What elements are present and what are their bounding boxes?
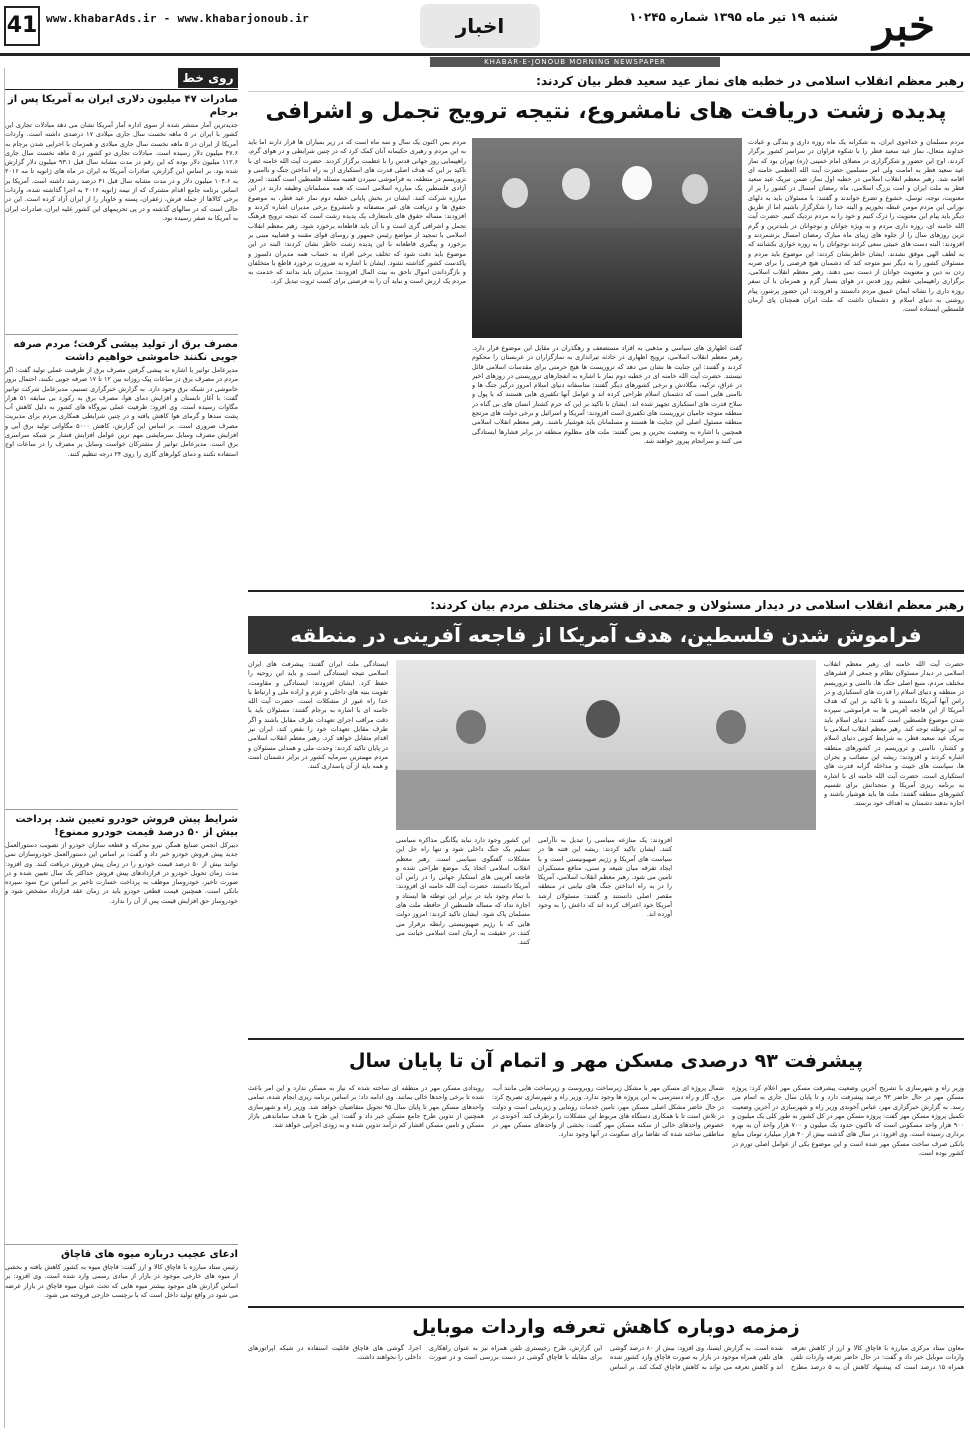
second-body-right-continued: افزودند: یک منازعه سیاسی را تبدیل به ناآرامی کنند. ایشان تاکید کردند: ریشه این فتنه ها در سیاست های آمریکا و رژیم صهیونیستی است و با ایجاد تفرقه میان شیعه و سنی، منافع مستکبران تامین می شود. رهبر معظم انقلاب اسلامی، آمریکا را در به راه انداختن جنگ های نیابتی در منطقه مقصر اصلی دانستند و گفتند: مسئولان ارشد آمریکا خود اعتراف کرده اند که داعش را به وجود آورده اند. <box>538 836 672 919</box>
mobile-headline: زمزمه دوباره کاهش تعرفه واردات موبایل <box>412 1316 800 1338</box>
second-photo-meeting <box>396 660 816 830</box>
divider <box>248 590 964 592</box>
divider <box>5 809 238 810</box>
newspaper-logo: خبر <box>873 1 935 50</box>
sidebar-story-body: جدیدترین آمار منتشر شده از سوی اداره آمار آمریکا نشان می دهد مبادلات تجاری این کشور با ایران در ۵ ماهه نخست سال جاری میلادی ۱۷ درصدی داشته است. واردات آمریکا از ایران در ۵ ماهه نخست سال جاری میلادی و همزمان با اجرایی شدن برجام به ۴۷.۶ میلیون دلار رسیده است. مبادلات تجاری دو کشور در ۵ ماهه نخست سال جاری ۱۱۲.۶ میلیون دلار بوده که این رقم در مدت مشابه سال قبل ۹۳.۱ میلیون دلار گزارش شده بود. بر اساس این گزارش، صادرات آمریکا به ایران در ماه های ژانویه تا مه ۲۰۱۶ به ۱۰۴.۶ میلیون دلار و در مدت مشابه سال قبل ۴۱ درصد رشد داشته است. آمریکا بر اساس برنامه جامع اقدام مشترک که از نیمه ژانویه ۲۰۱۶ به اجرا گذاشته شده، واردات برخی کالاها از جمله فرش، زعفران، پسته و خاویار را از ایران آزاد کرده است. این در حالی است که در سالهای گذشته و در پی تحریمهای این کشور علیه ایران، صادرات ایران به آمریکا به صفر رسیده بود. <box>5 121 238 222</box>
divider <box>5 334 238 335</box>
sidebar-tag: روی خط <box>178 68 238 88</box>
lead-photo-prayer <box>472 138 742 338</box>
mobile-story <box>248 1310 964 1428</box>
housing-body-right: وزیر راه و شهرسازی با تشریح آخرین وضعیت پیشرفت مسکن مهر اعلام کرد: پروژه مسکن مهر در حال حاضر ۹۳ درصد پیشرفت دارد و تا پایان سال جاری به اتمام می رسد. به گزارش خبرگزاری مهر، عباس آخوندی وزیر راه و شهرسازی در آخرین وضعیت تکمیل پروژه مسکن مهر گفت: پروژه مسکن مهر در کل کشور به طور کلی یک میلیون و ۹۰۰ هزار واحد مسکونی است که تاکنون حدود یک میلیون و ۷۰۰ هزار واحد آن به بهره برداری رسیده است. وی افزود: در سال های گذشته بیش از ۴۰ هزار میلیارد تومان منابع بانکی صرف ساخت مسکن مهر شده است و این موضوع یکی از عوامل اصلی تورم در کشور بوده است. <box>732 1084 964 1158</box>
second-headline: فراموش شدن فلسطین، هدف آمریکا از فاجعه آفرینی در منطقه <box>248 616 964 654</box>
sidebar-news-column <box>4 68 242 1428</box>
sidebar-story-body: مدیرعامل توانیر با اشاره به پیشی گرفتن مصرف برق از ظرفیت عملی تولید گفت: اگر مردم در مصرف برق در ساعات پیک روزانه بین ۱۲ تا ۱۷ صرفه جویی نکنند، احتمال بروز خاموشی در شبکه برق وجود دارد. به گزارش خبرگزاری تسنیم، مدیرعامل شرکت توانیر گفت: با آغاز تابستان و افزایش دمای هوا، مصرف برق به رکورد بی سابقه ۵۱ هزار مگاوات رسیده است. وی افزود: ظرفیت عملی نیروگاه های کشور به دلیل کاهش آب پشت سدها و گرمای هوا کاهش یافته و در چنین شرایطی همکاری مردم برای مدیریت مصرف ضروری است. بر اساس این گزارش، کاهش ۵۰۰۰ مگاواتی تولید برق آبی و افزایش مصرف وسایل سرمایشی مهم ترین عوامل افزایش فشار بر شبکه سراسری برق است. مدیرعامل توانیر از مشترکان خواست وسایل پر مصرف را در ساعات اوج استفاده نکنند و دمای کولرهای گازی را روی ۲۴ درجه تنظیم کنند. <box>5 366 238 458</box>
lead-headline: پدیده زشت دریافت های نامشروع، نتیجه ترویج تجمل و اشرافی <box>265 99 947 124</box>
second-kicker: رهبر معظم انقلاب اسلامی در دیدار مسئولان و جمعی از قشرهای مختلف مردم بیان کردند: <box>430 598 964 612</box>
sidebar-story-body: دبیرکل انجمن صنایع همگن نیرو محرکه و قطعه سازان خودرو از تصویب دستورالعمل جدید پیش فروش خودرو خبر داد و گفت: بر اساس این دستورالعمل خودروسازان نمی توانند بیش از ۵۰ درصد قیمت خودرو را در زمان پیش فروش دریافت کنند. وی افزود: مدت زمان تحویل خودرو در قراردادهای پیش فروش حداکثر یک سال تعیین شده و در صورت تاخیر، خودروساز موظف به پرداخت خسارت تاخیر بر اساس نرخ سود سپرده بانکی است. همچنین قیمت قطعی خودرو باید در زمان عقد قرارداد مشخص شود و خودروساز حق افزایش قیمت پس از آن را ندارد. <box>5 841 238 905</box>
dateline: شنبه ۱۹ تیر ماه ۱۳۹۵ شماره ۱۰۲۴۵ <box>629 10 838 24</box>
sidebar-story-title: صادرات ۴۷ میلیون دلاری ایران به آمریکا پس از برجام <box>7 94 238 118</box>
second-body-left: ایستادگی ملت ایران گفتند: پیشرفت های ایران اسلامی نتیجه ایستادگی است و باید این روحیه را حفظ کرد. ایشان افزودند: ایستادگی و مقاومت، تقویت بنیه های داخلی و عزم و اراده ملی و ارتباط با خدا راه عبور از مشکلات است. حضرت آیت الله خامنه ای با اشاره به برجام گفتند: مسئولان باید با دقت مراقب اجرای تعهدات طرف مقابل باشند و اگر طرف مقابل تعهدات خود را نقض کند، ایران نیز اقدام متقابل خواهد کرد. رهبر معظم انقلاب اسلامی در پایان تاکید کردند: وحدت ملی و همدلی مسئولان و مردم مهمترین سرمایه کشور در برابر دشمنان است و همه باید از آن پاسداری کنند. <box>248 660 388 771</box>
lead-body-left: گفت اظهاری های سیاسی و مذهبی به افراد مستضعف و رهگذران در مقابل این موضوع قرار دارد. رهبر معظم انقلاب اسلامی، ترویج اظهاری در حادثه تیراندازی به نمازگزاران در عربستان را محکوم کردند و گفتند: این جنایت ها نشان می دهد که تروریست ها هیچ حرمتی برای مقدسات اسلامی قائل نیستند. حضرت آیت الله خامنه ای در خطبه دوم نماز با اشاره به انفجارهای تروریستی در روزهای اخیر در عراق، ترکیه، بنگلادش و برخی کشورهای دیگر گفتند: متاسفانه دنیای اسلام امروز درگیر جنگ ها و ناامنی هایی است که دشمنان اسلام طراحی کرده اند و عوامل آنها تکفیری هایی هستند که با پول و سلاح قدرت های استکباری تجهیز شده اند. ایشان با تاکید بر این که جرم کشتار انسان های بی گناه در منطقه متوجه حامیان تروریست های تکفیری است افزودند: آمریکا و اسرائیل و برخی دولت های مرتجع منطقه مسئول اصلی این جنایت ها هستند و مسلمانان باید هوشیار باشند. رهبر معظم انقلاب اسلامی همچنین با اشاره به وضعیت بحرین و یمن گفتند: ملت های مظلوم منطقه در برابر فشارها ایستادگی می کنند و سرانجام پیروز خواهند شد. <box>472 344 742 445</box>
lead-kicker: رهبر معظم انقلاب اسلامی در خطبه های نماز عید سعید فطر بیان کردند: <box>248 70 964 92</box>
masthead <box>0 0 970 56</box>
second-body-right: حضرت آیت الله خامنه ای رهبر معظم انقلاب اسلامی در دیدار مسئولان نظام و جمعی از قشرهای مختلف مردم، منبع اصلی جنگ ها، ناامنی و تروریسم در منطقه و دنیای اسلام را قدرت های استکباری و در راس آنها آمریکا دانستند و با تاکید بر این که هدف آمریکا از این فاجعه آفرینی ها به فراموشی سپرده شدن موضوع فلسطین است گفتند: دنیای اسلام باید به این توطئه توجه کند. رهبر معظم انقلاب اسلامی با تبریک عید سعید فطر، به شرایط کنونی دنیای اسلام و کشتار، ناامنی و تروریسم در کشورهای منطقه اشاره کردند و افزودند: ریشه این مصائب و بحران ها، سیاست های خبیث و مداخله گرانه قدرت های استکباری است. حضرت آیت الله خامنه ای با اشاره به برنامه ریزی آمریکا و متحدانش برای تقسیم کشورهای منطقه گفتند: ملت ها باید هوشیار باشند و اجازه ندهند دشمنان به اهداف خود برسند. <box>824 660 964 808</box>
divider <box>248 1306 964 1308</box>
housing-body-mid: شمال پروژه ای مسکن مهر با مشکل زیرساخت روبروست و زیرساخت هایی مانند آب، برق، گاز و راه دسترسی به این پروژه ها وجود ندارد. وزیر راه و شهرسازی تصریح کرد: در حال حاضر مشکل اصلی مسکن مهر، تامین خدمات روبنایی و زیربنایی است و دولت در تلاش است تا با همکاری دستگاه های مربوط این مشکلات را برطرف کند. آخوندی در خصوص واحدهای خالی از سکنه مسکن مهر گفت: بخشی از واحدهای مسکن مهر در مناطقی ساخته شده که تقاضا برای سکونت در آنها وجود ندارد. <box>492 1084 724 1139</box>
lead-body-mid: مردم بمن اکنون یک سال و سه ماه است که در زیر بمباران ها قرار دارند اما باید به این مردم و رهبری حکیمانه آنان کمک کرد که در چنین شرایطی و در هوای گرم، راهپیمایی روز جهانی قدس را با عظمت برگزار کردند. حضرت آیت الله خامنه ای با تاکید بر این که هدف اصلی قدرت های استکباری از به راه انداختن جنگ و ناامنی و تروریسم در منطقه، به فراموشی سپردن قضیه مسئله فلسطین است گفتند: امروز آزادی فلسطین یک مبارزه اسلامی است که همه مسلمانان وظیفه دارند در این مبارزه شرکت کنند. ایشان در بخش پایانی خطبه دوم نماز عید فطر، به موضوع حقوق ها و دریافت های غیر منصفانه و نامشروع برخی مدیران اشاره کردند و افزودند: مساله حقوق های نامتعارف یک پدیده زشت است که نتیجه ترویج فرهنگ تجمل و اشرافی گری است و با آن باید قاطعانه برخورد شود. رهبر معظم انقلاب اسلامی با تمجید از مواضع رئیس جمهور و روسای قوای مقننه و قضاییه مبنی بر برخورد و پیگیری قاطعانه با این پدیده زشت خاطر نشان کردند: البته در این موضوع باید دقت شود که تخلف برخی افراد به حساب همه مدیران دلسوز و پاکدست کشور گذاشته نشود. ایشان با اشاره به ضرورت برخورد قاطع با متخلفان و بازگرداندن اموال ناحق به بیت المال افزودند: مدیران باید بدانند که خدمت به مردم یک ارزش است و نباید آن را به فرصتی برای کسب ثروت تبدیل کرد. <box>248 138 466 286</box>
page-number: 41 <box>4 6 40 46</box>
second-story <box>248 594 964 1036</box>
second-body-mid: این کشور وجود دارد نباید یگانگی مذاکره سیاسی تسلیم یک جنگ داخلی شود و تنها راه حل این مشکلات گفتگوی سیاسی است. رهبر معظم انقلاب اسلامی اتخاذ یک موضع طراحی شده و فاجعه آفرینی های استکبار جهانی را در راس آن آمریکا دانستند. حضرت آیت الله خامنه ای افزودند: با تمام وجود باید در برابر این توطئه ها ایستاد و اجازه نداد که مساله فلسطین از حافظه ملت های مسلمان پاک شود. ایشان تاکید کردند: امروز دولت هایی که با رژیم صهیونیستی رابطه برقرار می کنند، در حقیقت به آرمان امت اسلامی خیانت می کنند. <box>396 836 530 947</box>
mobile-body: معاون ستاد مرکزی مبارزه با قاچاق کالا و ارز از کاهش تعرفه واردات موبایل خبر داد و گفت: در حال حاضر تعرفه واردات تلفن همراه ۱۵ درصد است که پیشنهاد کاهش آن به ۵ درصد مطرح شده است. به گزارش ایسنا، وی افزود: بیش از ۸۰ درصد گوشی های تلفن همراه موجود در بازار به صورت قاچاق وارد کشور شده اند و کاهش تعرفه می تواند به کاهش قاچاق کمک کند. بر اساس این گزارش، طرح رجیستری تلفن همراه نیز به عنوان راهکاری برای مقابله با قاچاق گوشی در دست بررسی است و در صورت اجرا، گوشی های قاچاق قابلیت استفاده در شبکه اپراتورهای داخلی را نخواهند داشت. <box>248 1344 964 1371</box>
lead-body-right: مردم مسلمان و خداجوی ایران، به شکرانه یک ماه روزه داری و بندگی و عبادت خداوند متعال، نماز عید سعید فطر را با شکوه فراوان در سراسر کشور برگزار کردند. اوج این حضور و شکرگزاری در مصلای امام خمینی (ره) تهران بود که نماز عید سعید فطر به امامت ولی امر مسلمین حضرت آیت الله العظمی خامنه ای اقامه شد. رهبر معظم انقلاب اسلامی در خطبه اول نماز، ضمن تبریک عید سعید فطر به ملت ایران و امت بزرگ اسلامی، ماه رمضان امسال در کشور را پر از معنویت، توجه، توسل، خشوع و تضرع خواندند و گفتند: با مسئولان باید به دلهای نورانی این مردم مومن غبطه بخوریم و البته خدا را شکرگزار باشیم اما از طریق دیگر باید پیام این معنویت را درک کنیم و خود را به مردم نزدیک کنیم. حضرت آیت الله خامنه ای، روزه داری مردم و به ویژه جوانان و نوجوانان در بلندترین و گرم ترین روزهای سال را از جلوه های زیبای ماه مبارک رمضان امسال برشمردند و افزودند: البته دست های خبیثی سعی کردند نوجوانان را به روزه خواری بکشانند که به لطف الهی موفق نشدند. ایشان خاطرنشان کردند: این موضوع باید مردم و مسئولان کشور را به دیگر سو متوجه کند که دشمنان هیچ فرصتی را برای ضربه زدن به دین و معنویت جوانان از دست نمی دهند. رهبر معظم انقلاب اسلامی، برگزاری راهپیمایی عظیم روز قدس در هوای بسیار گرم و همزمان با آن سفر روزه داری را نشانه ایمان عمیق مردم دانستند و افزودند: این حضور پرشور، پیام روشنی به دنیای اسلام و دشمنان داشت که ملت ایران همچنان پای آرمان فلسطین ایستاده است. <box>748 138 964 314</box>
housing-body-left: رویدادی مسکن مهر در منطقه ای ساخته شده که نیاز به مسکن ندارد و این امر باعث شده تا برخی واحدها خالی بمانند. وی ادامه داد: بر اساس برنامه ریزی انجام شده، تمامی واحدهای مسکن مهر تا پایان سال ۹۵ تحویل متقاضیان خواهد شد. وزیر راه و شهرسازی همچنین از تدوین طرح جامع مسکن خبر داد و گفت: این طرح با هدف ساماندهی بازار مسکن و تامین مسکن اقشار کم درآمد تدوین شده و به زودی اجرایی خواهد شد. <box>248 1084 484 1130</box>
sidebar-story-title: مصرف برق از تولید پیشی گرفت؛ مردم صرفه جویی نکنند خاموشی خواهیم داشت <box>13 339 238 363</box>
sidebar-story-body: رئیس ستاد مبارزه با قاچاق کالا و ارز گفت: قاچاق میوه به کشور کاهش یافته و بخشی از میوه های خارجی موجود در بازار از مبادی رسمی وارد شده است. وی افزود: بر اساس گزارش های موجود بیشتر میوه هایی که تحت عنوان میوه قاچاق در بازار عرضه می شود در واقع تولید داخل است که با برچسب خارجی فروخته می شود. <box>5 1263 238 1299</box>
english-name-strip: KHABAR-E-JONOUB MORNING NEWSPAPER <box>430 57 720 67</box>
sidebar-story-title: ادعای عجیب درباره میوه های قاچاق <box>61 1249 238 1260</box>
housing-story <box>248 1042 964 1304</box>
section-label: اخبار <box>420 4 540 48</box>
website-links: www.khabarAds.ir - www.khabarjonoub.ir <box>46 12 310 25</box>
lead-story <box>248 70 964 588</box>
housing-headline: پیشرفت ۹۳ درصدی مسکن مهر و اتمام آن تا پایان سال <box>348 1050 864 1072</box>
divider <box>5 1244 238 1245</box>
sidebar-story-title: شرایط پیش فروش خودرو تعیین شد. پرداخت بیش از ۵۰ درصد قیمت خودرو ممنوع! <box>15 814 238 838</box>
divider <box>248 1038 964 1040</box>
